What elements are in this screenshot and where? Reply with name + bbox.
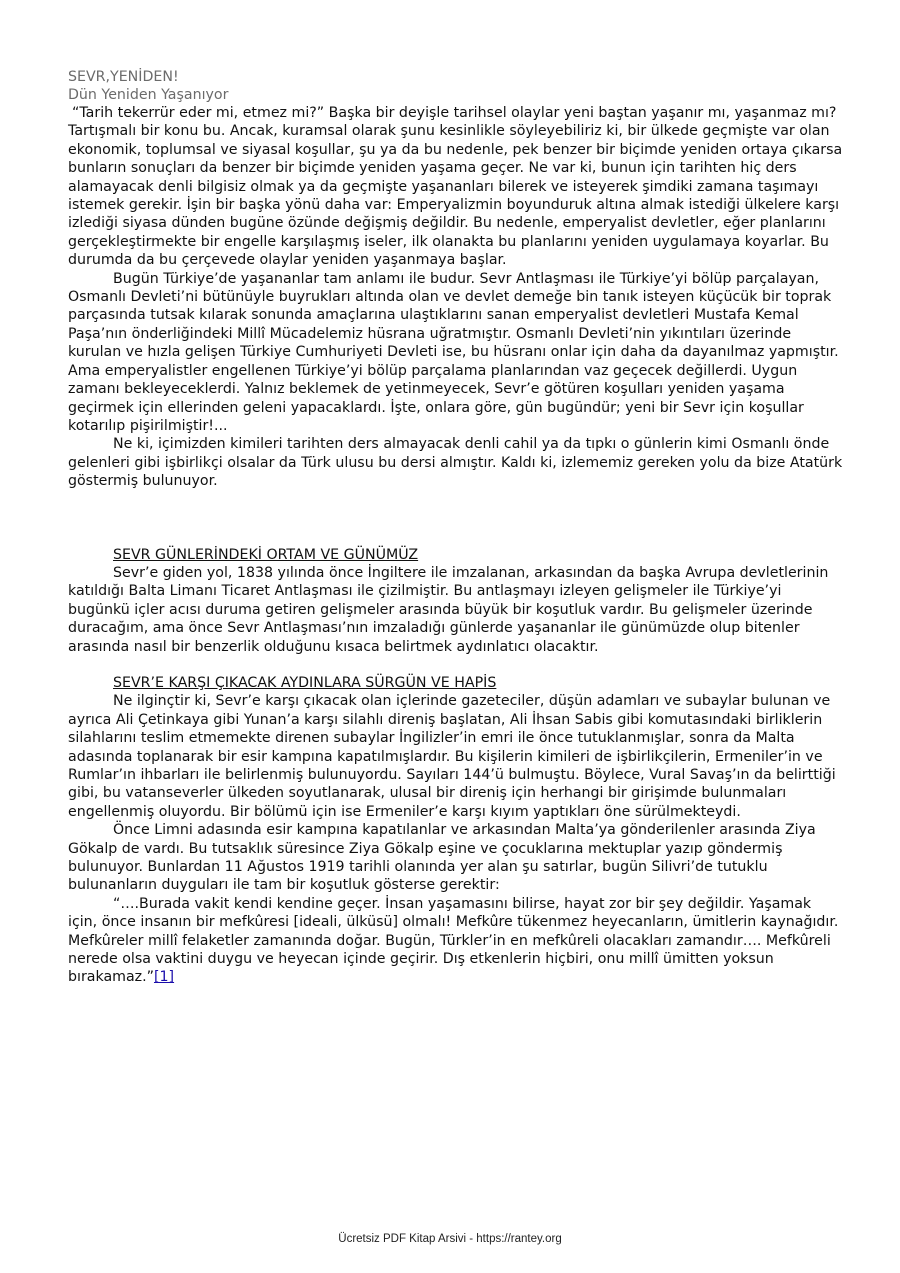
section2-paragraph-1: Ne ilginçtir ki, Sevr’e karşı çıkacak olan içlerinde gazeteciler, düşün adamları ve subaylar bulunan ve ayrıca Ali Çetinkaya gibi Yunan’a karşı silahlı direniş başlatan, Ali İhsan Sabis gibi komutasındaki birliklerin silahlarını teslim etmemekte direnen subaylar İngilizler’in emri ile önce tutuklanmışlar, sonra da Malta adasında toplanarak bir esir kampına kapatılmışlardır. Bu kişilerin kimileri de işbirlikçilerin, Ermeniler’in ve Rumlar’ın ihbarları ile belirlenmiş bulunuyordu. Sayıları 144’ü bulmuştu. Böylece, Vural Savaş’ın da belirttiği gibi, bu vatanseverler ülkeden soyutlanarak, ulusal bir direniş için herhangi bir girişimde bulunmaları engellenmiş oluyordu. Bir bölümü için ise Ermeniler’e karşı kıyım yaptıkları öne sürülmekteydi. [68, 693, 836, 820]
intro-paragraph-3: Ne ki, içimizden kimileri tarihten ders almayacak denli cahil ya da tıpkı o günlerin kimi Osmanlı önde gelenleri gibi işbirlikçi olsalar da Türk ulusu bu dersi almıştır. Kaldı ki, izlememiz gereken yolu da bize Atatürk göstermiş bulunuyor. [68, 436, 843, 490]
section2-paragraph-2: Önce Limni adasında esir kampına kapatılanlar ve arkasından Malta’ya gönderilenler arasında Ziya Gökalp de vardı. Bu tutsaklık süresince Ziya Gökalp eşine ve çocuklarına mektuplar yazıp göndermiş bulunuyor. Bunlardan 11 Ağustos 1919 tarihli olanında yer alan şu satırlar, bugün Silivri’de tutuklu bulunanların duyguları ile tam bir koşutluk gösterse gerektir: [68, 822, 816, 894]
document-page [68, 68, 843, 987]
document-subtitle: Dün Yeniden Yaşanıyor [68, 87, 229, 103]
section1-paragraph: Sevr’e giden yol, 1838 yılında önce İngiltere ile imzalanan, arkasından da başka Avrupa devletlerinin katıldığı Balta Limanı Ticaret Antlaşması ile çizilmiştir. Bu antlaşmayı izleyen gelişmeler ile Türkiye’yi bugünkü içler acısı duruma getiren gelişmeler arasında büyük bir koşutluk vardır. Bu gelişmeler üzerinde duracağım, ama önce Sevr Antlaşması’nın imzaladığı günlerde yaşananlar ile günümüzde olup bitenler arasında nasıl bir benzerlik olduğunu kısaca belirtmek aydınlatıcı olacaktır. [68, 564, 829, 655]
section-spacer [68, 491, 843, 546]
quote-paragraph [68, 895, 843, 987]
intro-paragraph-2: Bugün Türkiye’de yaşananlar tam anlamı ile budur. Sevr Antlaşması ile Türkiye’yi bölüp parçalayan, Osmanlı Devleti’ni bütünüyle buyrukları altında olan ve devlet demeğe bin tanık isteyen küçücük bir toprak parçasında tutsak kılarak sonunda amaçlarına ulaştıklarını sanan emperyalist devletleri Mustafa Kemal Paşa’nın önderliğindeki Millî Mücadelemiz hüsrana uğratmıştır. Osmanlı Devleti’nin yıkıntıları üzerinde kurulan ve hızla gelişen Türkiye Cumhuriyeti Devleti ise, bu hüsranı onlar için daha da dayanılmaz yapmıştır. Ama emperyalistler engellenen Türkiye’yi bölüp parçalama planlarından vaz geçecek değillerdi. Uygun zamanı bekleyeceklerdi. Yalnız beklemek de yetinmeyecek, Sevr’e götüren koşulları yeniden yaşama geçirmek için ellerinden geleni yapacaklardı. İşte, onlara göre, gün bugündür; yeni bir Sevr için koşullar kotarılıp pişirilmiştir!... [68, 270, 839, 434]
section-spacer [68, 656, 843, 674]
section-heading-surgun-hapis: SEVR’E KARŞI ÇIKACAK AYDINLARA SÜRGÜN VE HAPİS [113, 674, 497, 691]
section-heading-sevr-ortam: SEVR GÜNLERİNDEKİ ORTAM VE GÜNÜMÜZ [113, 546, 419, 563]
page-footer: Ücretsiz PDF Kitap Arsivi - https://rantey.org [338, 1233, 562, 1245]
quote-text: “….Burada vakit kendi kendine geçer. İnsan yaşamasını bilirse, hayat zor bir şey değildir. Yaşamak için, önce insanın bir mefkûresi [ideali, ülküsü] olmalı! Mefkûre tükenmez heyecanların, ümitlerin kaynağıdır. Mefkûreler millî felaketler zamanında doğar. Bugün, Türkler’in en mefkûreli olacakları zamandır…. Mefkûreli nerede olsa vaktini duygu ve heyecan içinde geçirir. Dış etkenlerin hiçbiri, onu millî ümitten yoksun bırakamaz.” [68, 895, 839, 986]
document-title: SEVR,YENİDEN! [68, 69, 179, 85]
intro-paragraph-1: “Tarih tekerrür eder mi, etmez mi?” Başka bir deyişle tarihsel olaylar yeni baştan yaşanır mı, yaşanmaz mı? Tartışmalı bir konu bu. Ancak, kuramsal olarak şunu kesinlikle söyleyebiliriz ki, bir ülkede geçmişte var olan ekonomik, toplumsal ve siyasal koşullar, şu ya da bu nedenle, pek benzer bir biçimde yeniden ortaya çıkarsa bunların sonuçları da benzer bir biçimde yeniden yaşama geçer. Ne var ki, bunun için tarihten hiç ders alamayacak denli bilgisiz olmak ya da geçmişte yaşananları bilerek ve isteyerek şimdiki zamana taşımayı istemek gerekir. İşin bir başka yönü daha var: Emperyalizmin boyunduruk altına almak istediği ülkelere karşı izlediği siyasa dünden bugüne özünde değişmiş değildir. Bu nedenle, emperyalist devletler, eğer planlarını gerçekleştirmekte bir engelle karşılaşmış iseler, ilk olanakta bu planlarını yeniden uygulamaya koyarlar. Bu durumda da bu çerçevede olaylar yeniden yaşanmaya başlar. [68, 105, 843, 269]
footnote-link[interactable]: [1] [153, 969, 175, 986]
